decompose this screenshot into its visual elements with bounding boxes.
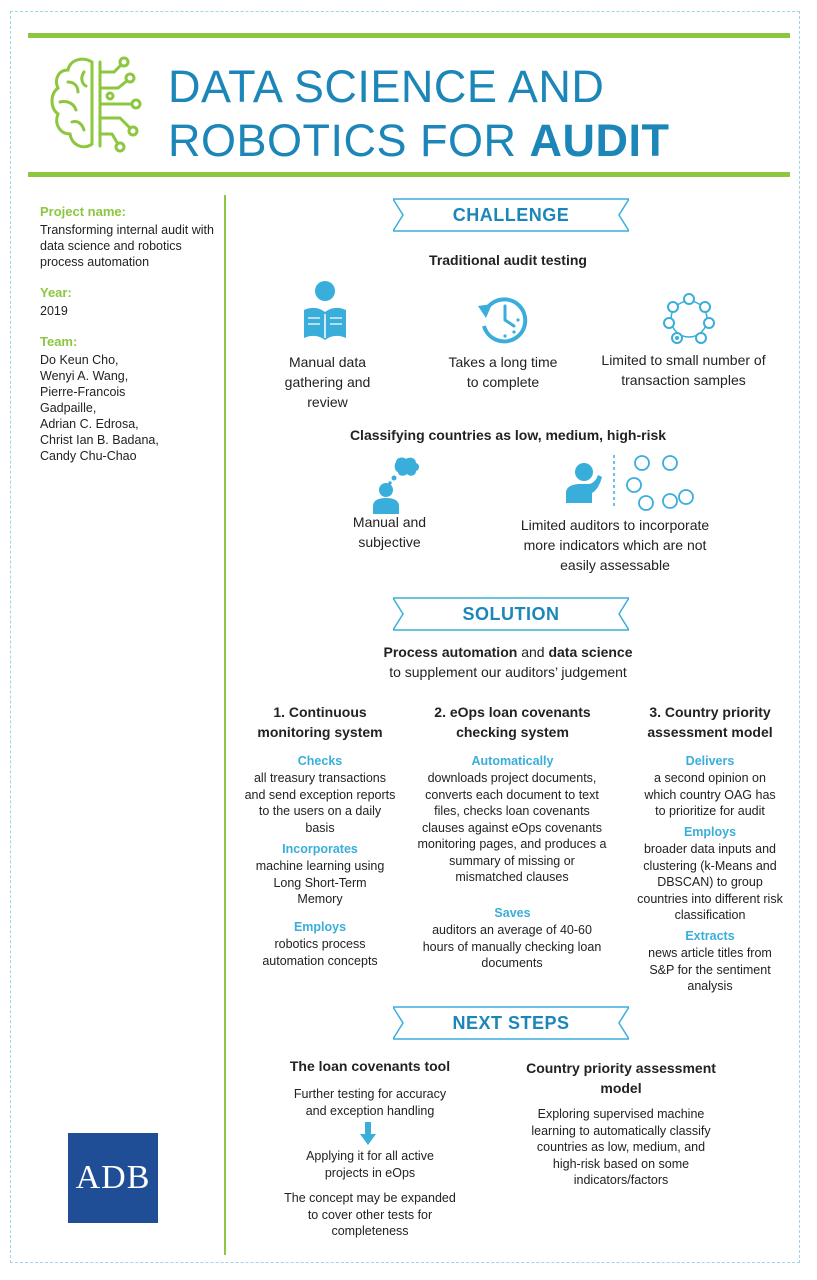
solution-block-label: Automatically [471,754,554,768]
loan-tool-step: Further testing for accuracy and exception handling [293,1087,447,1118]
intro-bold-2: data science [548,644,633,660]
challenge-item-text: Manual data gathering and review [284,354,371,410]
adb-logo: ADB [68,1133,158,1223]
country-model-title: Country priority assessment model [526,1060,716,1096]
project-label: Project name: [40,204,126,219]
challenge-item-text: Limited to small number of transaction samples [601,352,766,388]
challenge-item-text: Manual and subjective [352,514,427,550]
year-value: 2019 [40,304,68,318]
solution-block-text: broader data inputs and clustering (k-Means and DBSCAN) to group countries into different risk classification [637,842,783,922]
project-name: Transforming internal audit with data science and robotics process automation [40,223,214,269]
team-member: Wenyi A. Wang, [40,369,129,383]
solution-block-label: Checks [297,754,343,768]
year-label: Year: [40,285,72,300]
solution-intro-line2: to supplement our auditors’ judgement [389,664,627,680]
brain-circuit-icon [48,52,144,156]
circle-network-icon [663,293,715,345]
solution-block-text: machine learning using Long Short-Term Memory [255,859,385,906]
team-label: Team: [40,334,78,349]
solution-block-text: robotics process automation concepts [262,937,378,968]
header-divider [28,172,790,177]
solution-block-label: Extracts [685,929,735,943]
challenge-item-text: Takes a long time to complete [448,354,558,390]
sidebar-divider [224,195,226,1255]
challenge-banner [393,198,629,232]
solution-column-title: 3. Country priority assessment model [647,704,773,740]
traditional-heading: Traditional audit testing [429,252,587,268]
page-title [168,60,670,168]
year-info [40,285,220,319]
solution-block-text: all treasury transactions and send exception reports to the users on a daily basis [244,771,396,835]
solution-block-label: Incorporates [282,842,358,856]
team-member: Adrian C. Edrosa, [40,417,139,431]
country-model-text: Exploring supervised machine learning to automatically classify countries as low, medium, and high-risk based on some indicators/factors [531,1107,711,1187]
loan-tool-step: Applying it for all active projects in eOps [306,1149,434,1180]
arrow-down-icon [360,1122,376,1146]
team-member: Pierre-Francois [40,385,126,399]
team-member: Candy Chu-Chao [40,449,137,463]
solution-intro [340,642,676,682]
team-member: Do Keun Cho, [40,353,119,367]
loan-tool-step: The concept may be expanded to cover other tests for completeness [284,1191,456,1238]
solution-block-label: Saves [494,906,531,920]
next-steps-banner-label: NEXT STEPS [452,1013,570,1033]
solution-intro-line1 [340,642,676,662]
title-line-2 [168,114,670,168]
classifying-heading: Classifying countries as low, medium, high-risk [349,427,667,443]
intro-bold-1: Process automation [383,644,518,660]
reading-person-icon [298,280,352,342]
top-divider [28,33,790,38]
next-steps-banner [393,1006,629,1040]
solution-block-text: news article titles from S&P for the sentiment analysis [648,946,772,993]
team-info [40,334,220,464]
title-regular: ROBOTICS FOR [168,115,530,166]
solution-column-title: 2. eOps loan covenants checking system [434,704,591,740]
title-line-1: DATA SCIENCE AND [168,61,605,112]
team-member: Gadpaille, [40,401,97,415]
loan-tool-title: The loan covenants tool [289,1058,451,1074]
solution-block-text: a second opinion on which country OAG has to prioritize for audit [644,771,776,818]
challenge-banner-label: CHALLENGE [452,205,570,225]
challenge-item-text: Limited auditors to incorporate more indicators which are not easily assessable [520,517,710,573]
solution-block-label: Delivers [685,754,735,768]
solution-banner-label: SOLUTION [462,604,560,624]
solution-block-label: Employs [683,825,737,839]
solution-banner [393,597,629,631]
title-bold: AUDIT [529,115,670,166]
team-member: Christ Ian B. Badana, [40,433,159,447]
intro-mid: and [517,644,549,660]
project-info [40,204,220,270]
solution-block-label: Employs [293,920,347,934]
clock-arrow-icon [474,292,530,344]
person-with-circles-icon [562,453,702,515]
solution-block-text: downloads project documents, converts each document to text files, checks loan covenants clauses against eOps covenants monitoring pages, and produces a summary of missing or mismatched clauses [417,771,607,884]
solution-block-text: auditors an average of 40-60 hours of manually checking loan documents [422,923,602,970]
solution-column-title: 1. Continuous monitoring system [257,704,383,740]
thinking-person-icon [370,456,420,514]
